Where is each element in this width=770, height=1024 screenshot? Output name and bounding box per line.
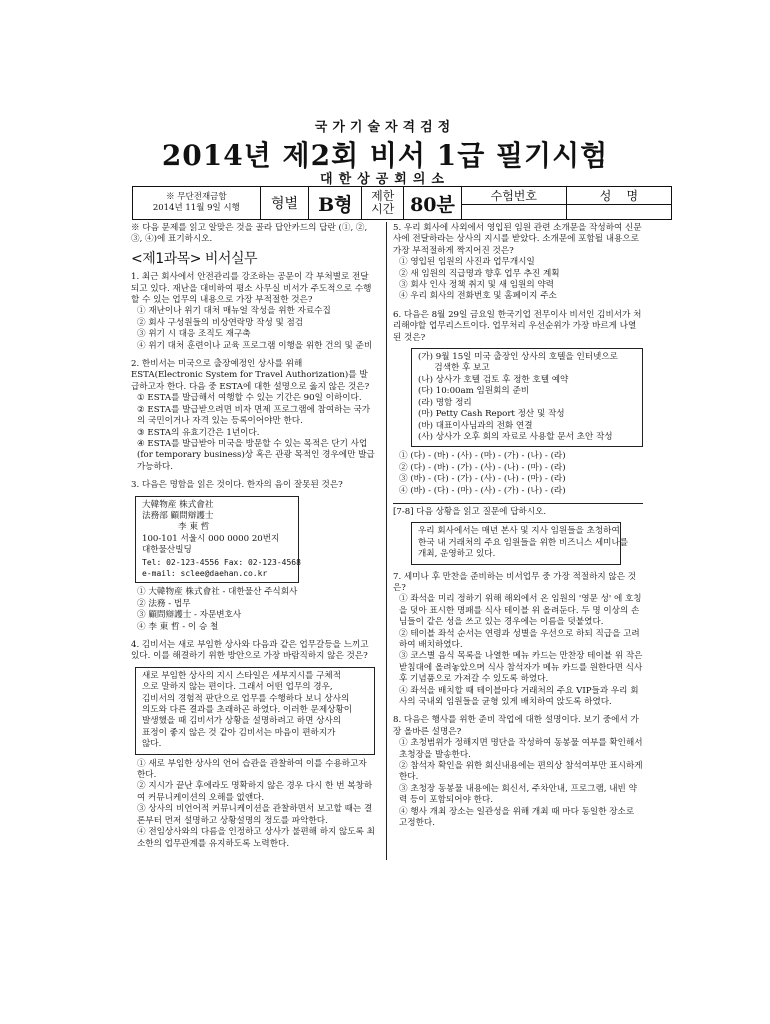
time-label-1: 제한 (371, 189, 395, 203)
question-stem: 8. 다음은 행사를 위한 준비 작업에 대한 설명이다. 보기 중에서 가장 올바른 설명은? (393, 715, 639, 737)
option-4[interactable]: ④ 위기 대처 훈련이나 교육 프로그램 이행을 위한 건의 및 준비 (137, 340, 373, 351)
task-item: (다) 10:00am 임원회의 준비 (418, 386, 530, 397)
question-stem: 5. 우리 회사에 사외에서 영입된 임원 관련 소개문을 작성하여 신문사에 전달하라는 상사의 지시를 받았다. 소개문에 포함될 내용으로 가장 부적절하게 짝지어진 것은? (393, 223, 642, 256)
task-item: (가) 9월 15일 미국 출장인 상사의 호텔을 인터넷으로 (418, 352, 618, 363)
time-label-cell (362, 187, 404, 220)
option-3[interactable]: ③ 초청장 동봉물 내용에는 회신서, 주차안내, 프로그램, 내빈 약력 등이 포함되어야 한다. (399, 783, 637, 806)
question-2 (131, 359, 375, 473)
question-stem: 1. 최근 회사에서 안전관리를 강조하는 공문이 각 부처별로 전달되고 있다. 재난을 대비하여 평소 사무실 비서가 주도적으로 수행할 수 있는 업무의 내용으로 가장 부적절한 것은? (131, 272, 372, 306)
question-stem: 6. 다음은 8월 29일 금요일 한국기업 전무이사 비서인 김비서가 처리해야할 업무리스트이다. 업무처리 우선순위가 가장 바르게 나열된 것은? (393, 309, 642, 343)
exam-number-field[interactable] (461, 205, 566, 220)
option-2[interactable]: ② ESTA를 발급받으려면 비자 면제 프로그램에 참여하는 국가의 국민이거나 자격 있는 등록이어야만 한다. (137, 404, 371, 427)
exam-organizer: 대한상공회의소 (320, 172, 450, 187)
option-2[interactable]: ② 法務 - 법무 (137, 598, 191, 609)
time-value: 80분 (404, 187, 462, 220)
type-value: B형 (309, 187, 362, 220)
subject-title: <제1과목> 비서실무 (131, 250, 257, 267)
option-3[interactable]: ③ (바) - (다) - (가) - (사) - (나) - (마) - (라) (399, 474, 566, 485)
notice-cell (133, 187, 261, 220)
box-line: 김비서의 경험적 판단으로 업무를 수행하다 보니 상사의 (142, 693, 350, 704)
task-item: 검색한 후 보고 (418, 363, 490, 374)
card-phone: Tel: 02-123-4556 Fax: 02-123-4568 (142, 557, 301, 567)
option-2[interactable]: ② 테이블 좌석 순서는 연령과 성별을 우선으로 하되 직급을 고려하여 배치하였다. (399, 628, 640, 650)
option-2[interactable]: ② 회사 구성원들의 비상연락망 작성 및 점검 (137, 317, 304, 328)
option-1[interactable]: ① 大韓物産 株式會社 - 대한물산 주식회사 (137, 587, 298, 598)
question-7-8-intro (393, 503, 643, 565)
name-field[interactable] (566, 205, 671, 220)
option-3[interactable]: ③ 顧問辯護士 - 자문변호사 (137, 610, 242, 621)
question-stem: 3. 다음은 명함을 읽은 것이다. 한자의 음이 잘못된 것은? (131, 480, 343, 491)
right-column (393, 223, 643, 830)
box-line: 으로 말하지 않는 편이다. 그래서 어떤 업무의 경우, (142, 682, 333, 693)
card-person-name: 李 東 哲 (178, 522, 210, 533)
question-8 (393, 715, 643, 829)
option-4[interactable]: ④ (바) - (다) - (마) - (사) - (가) - (나) - (라) (399, 485, 566, 496)
left-column (131, 223, 375, 850)
option-3[interactable]: ③ 위기 시 대응 조직도 재구축 (137, 329, 251, 340)
option-2[interactable]: ② 지시가 끝난 후에라도 명확하지 않은 경우 다시 한 번 복창하여 커뮤니케이션의 오해를 없앤다. (137, 781, 373, 803)
task-item: (나) 상사가 호텔 검토 후 정한 호텔 예약 (418, 374, 569, 385)
copyright-notice: ※ 무단전재금함 (166, 192, 227, 202)
box-line: 않다. (142, 739, 162, 750)
instruction: ※ 다음 문제를 읽고 알맞은 것을 골라 답안카드의 답란 (①, ②, ③, ④)에 표기하시오. (131, 223, 368, 245)
task-item: (바) 대표이사님과의 전화 연결 (418, 420, 533, 431)
exam-title: 2014년 제2회 비서 1급 필기시험 (161, 139, 609, 172)
option-2[interactable]: ② 새 임원의 직급명과 향후 업무 추진 계획 (399, 268, 560, 279)
column-divider (386, 222, 387, 860)
task-list-box (411, 348, 643, 447)
option-4[interactable]: ④ 좌석을 배치할 때 테이블마다 거래처의 주요 VIP들과 우리 회사의 국내외 임원들을 균형 있게 배치하여 앉도록 하였다. (399, 685, 639, 708)
option-4[interactable]: ④ 전임상사와의 다름을 인정하고 상사가 불편해 하지 않도록 최소한의 업무관계를 유지하도록 노력한다. (137, 827, 375, 849)
exam-number-label: 수험번호 (461, 187, 566, 205)
question-6 (393, 310, 643, 497)
type-label: 형별 (260, 187, 309, 220)
task-item: (라) 명함 정리 (418, 397, 472, 408)
exam-date: 2014년 11월 9일 시행 (152, 203, 240, 213)
card-position: 法務部 顧問辯護士 (142, 510, 214, 521)
question-4 (131, 640, 375, 850)
question-stem: 2. 한비서는 미국으로 출장예정인 상사를 위해 ESTA(Electronic System for Travel Authorization)를 발급하고자 한다. 다음 중 ESTA에 대한 설명으로 옳지 않은 것은? (131, 359, 370, 392)
name-label: 성 명 (566, 187, 671, 205)
question-7 (393, 572, 643, 709)
card-building: 대한물산빌딩 (142, 545, 192, 556)
card-email: e-mail: sclee@daehan.co.kr (142, 568, 268, 578)
question-5 (393, 223, 643, 303)
question-stem: 4. 김비서는 새로 부임한 상사와 다음과 같은 업무갈등을 느끼고 있다. 이를 해결하기 위한 방안으로 가장 바람직하지 않은 것은? (131, 640, 369, 662)
option-1[interactable]: ① ESTA를 발급해서 여행할 수 있는 기간은 90일 이하이다. (137, 393, 362, 404)
option-4[interactable]: ④ 행사 개최 장소는 일관성을 위해 개최 때 마다 동일한 장소로 고정한다. (399, 806, 635, 829)
option-4[interactable]: ④ 李 東 哲 - 이 승 철 (137, 621, 219, 632)
exam-category: 국가기술자격검정 (314, 120, 456, 135)
option-3[interactable]: ③ 회사 인사 정책 취지 및 새 임원의 약력 (399, 280, 554, 291)
option-2[interactable]: ② 참석자 확인을 위한 회신내용에는 편의상 참석여부만 표시하게 한다. (399, 761, 643, 783)
card-address: 100-101 서울시 000 0000 20번지 (142, 533, 280, 544)
box-line: 표정이 좋지 않은 것 같아 김비서는 마음이 편하지가 (142, 727, 336, 738)
option-3[interactable]: ③ 상사의 비언어적 커뮤니케이션을 관찰하면서 보고할 때는 결론부터 먼저 설명하고 상황설명의 정도를 파악한다. (137, 804, 373, 826)
business-card (135, 496, 299, 584)
box-line: 개최, 운영하고 있다. (418, 549, 496, 560)
option-3[interactable]: ③ 코스별 음식 목록을 나열한 메뉴 카드는 만찬장 테이블 위 작은 받침대에 올려놓았으며 식사 참석자가 메뉴 카드를 원한다면 식사 후 기념품으로 가져갈 수 있도록 하였다. (399, 651, 643, 685)
box-line: 우리 회사에서는 매년 본사 및 지사 임원들을 초청하여 (418, 526, 620, 537)
box-line: 발생했을 때 김비서가 상황을 설명하려고 하면 상사의 (142, 716, 342, 727)
option-4[interactable]: ④ ESTA를 발급받아 미국을 방문할 수 있는 목적은 단기 사업(for temporary business)상 혹은 관광 목적인 경우에만 발급가능하다. (137, 438, 375, 472)
box-line: 의도와 다른 결과를 초래하곤 하였다. 이러한 문제상황이 (142, 705, 353, 716)
option-1[interactable]: ① 새로 부임한 상사의 언어 습관을 관찰하여 이를 수용하고자 한다. (137, 758, 367, 781)
time-label-2: 시간 (371, 202, 395, 216)
situation-intro: [7-8] 다음 상황을 읽고 질문에 답하시오. (393, 506, 547, 517)
situation-box (135, 667, 375, 755)
task-item: (사) 상사가 오후 회의 자료로 사용할 문서 초안 작성 (418, 431, 613, 442)
option-1[interactable]: ① 재난이나 위기 대처 매뉴얼 작성을 위한 자료수집 (137, 306, 331, 317)
option-1[interactable]: ① 영입된 임원의 사진과 업무개시일 (399, 257, 535, 268)
option-3[interactable]: ③ ESTA의 유효기간은 1년이다. (137, 427, 260, 438)
box-line: 한국 내 거래처의 주요 임원들을 위한 비즈니스 세미나를 (418, 537, 629, 548)
question-stem: 7. 세미나 후 만찬을 준비하는 비서업무 중 가장 적절하지 않은 것은? (393, 571, 637, 593)
option-4[interactable]: ④ 우리 회사의 전화번호 및 홈페이지 주소 (399, 291, 557, 302)
option-1[interactable]: ① 좌석을 미리 정하기 위해 해외에서 온 임원의 '영문 성' 에 호칭을 덧아 표시한 명패를 식사 테이블 위 올려둔다. 두 명 이상의 손님들이 같은 성을 쓰고 있는 경우에는 이름을 덧붙였다. (399, 594, 642, 628)
card-company: 大韓物産 株式會社 (142, 499, 214, 510)
box-line: 새로 부임한 상사의 지시 스타일은 세부지시를 구체적 (142, 670, 342, 681)
exam-info-table (132, 186, 672, 220)
option-1[interactable]: ① 초청범위가 정해지면 명단을 작성하여 동봉물 여부를 확인해서 초청장을 발송한다. (399, 738, 643, 760)
option-2[interactable]: ② (다) - (바) - (가) - (사) - (나) - (마) - (라) (399, 462, 566, 473)
situation-box (411, 522, 629, 564)
question-1 (131, 272, 375, 352)
task-item: (마) Petty Cash Report 정산 및 작성 (418, 409, 565, 420)
option-1[interactable]: ① (다) - (바) - (사) - (마) - (가) - (나) - (라) (399, 451, 566, 462)
question-3 (131, 480, 375, 633)
